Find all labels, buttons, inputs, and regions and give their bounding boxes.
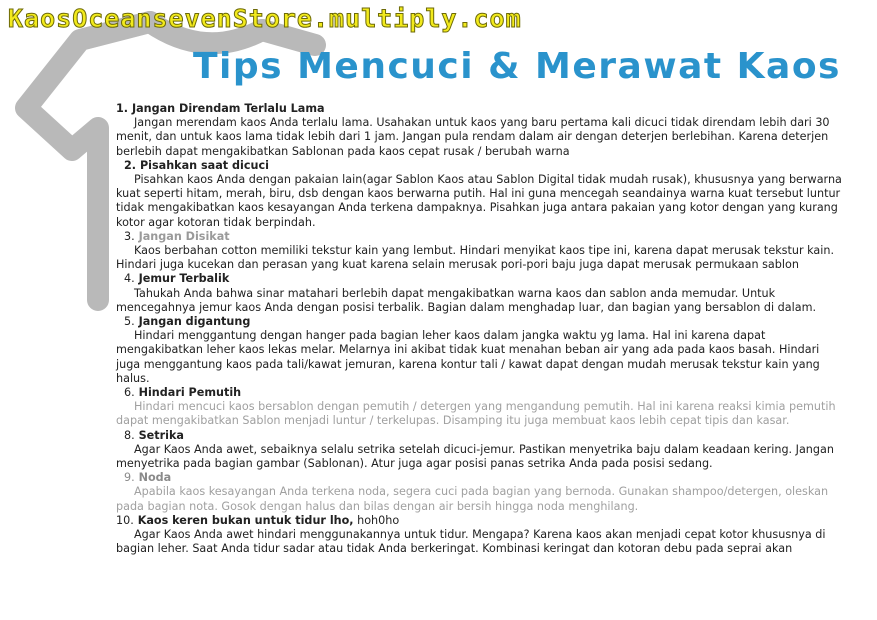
tip-heading [116, 315, 846, 329]
tip-heading [116, 429, 846, 443]
tips-article [116, 102, 846, 557]
tip-body: Apabila kaos kesayangan Anda terkena noda, segera cuci pada bagian yang bernoda. Gunakan shampoo/detergen, oleskan pada bagian nota. Gosok dengan halus dan bilas dengan air bersih hingga noda menghilang. [116, 485, 829, 513]
tip-item-2 [116, 159, 846, 230]
tip-title: Noda [138, 471, 172, 485]
tip-number: 9. [124, 471, 135, 485]
tip-number: 10. [116, 513, 134, 527]
tip-number: 6. [124, 386, 135, 400]
tip-item-8 [116, 429, 846, 472]
tip-title: Jemur Terbalik [138, 272, 230, 286]
tip-title: Kaos keren bukan untuk tidur lho, [137, 513, 354, 527]
page-title: Tips Mencuci & Merawat Kaos [192, 46, 841, 87]
tip-number: 3. [124, 229, 135, 243]
tip-title: Jangan Direndam Terlalu Lama [131, 102, 325, 115]
tip-item-9 [116, 471, 846, 514]
tip-number: 2. [124, 158, 137, 172]
tip-body: Tahukah Anda bahwa sinar matahari berlebih dapat mengakibatkan warna kaos dan sablon anda memudar. Untuk mencegahnya jemur kaos Anda dengan posisi terbalik. Bagian dalam menghadap luar, dan bagian yang bersablon di dalam. [116, 286, 817, 314]
tip-heading [116, 386, 846, 400]
tip-number: 8. [124, 428, 135, 442]
tip-title: Setrika [138, 428, 184, 442]
tip-title: Hindari Pemutih [138, 386, 242, 400]
tip-heading [116, 102, 846, 116]
tip-item-4 [116, 272, 846, 315]
tip-title: Jangan Disikat [138, 229, 230, 243]
tip-item-5 [116, 315, 846, 386]
tip-body [116, 443, 846, 471]
tip-item-3 [116, 230, 846, 273]
tip-item-10 [116, 514, 846, 557]
tip-item-1 [116, 102, 846, 159]
tip-title: Jangan digantung [138, 315, 251, 329]
tip-number: 5. [124, 315, 135, 329]
tip-body-text: Agar Kaos Anda awet, sebaiknya selalu setrika setelah dicuci-jemur. Pastikan menyetrika baju dalam keadaan kering. Jangan menyetrika pada bagian gambar (Sablonan). Atur juga agar posisi panas setrika Anda pada posisi sedang. [116, 442, 834, 471]
tip-item-6 [116, 386, 846, 429]
tip-number: 1. [116, 102, 129, 115]
tip-number: 4. [124, 272, 135, 286]
tip-heading [116, 514, 846, 528]
tip-title: Pisahkan saat dicuci [139, 158, 269, 172]
tip-title-suffix: hoh0ho [353, 513, 400, 527]
tip-body: Pisahkan kaos Anda dengan pakaian lain(agar Sablon Kaos atau Sablon Digital tidak mudah rusak), khususnya yang berwarna kuat seperti hitam, merah, biru, dsb dengan kaos berwarna putih. Hal ini guna mencegah seandainya warna kuat tersebut luntur tidak mengakibatkan kaos kesayangan Anda terkena dampaknya. Pisahkan juga antara pakaian yang kotor dengan yang kurang kotor agar kotoran tidak berpindah. [116, 173, 842, 229]
tip-body: Hindari menggantung dengan hanger pada bagian leher kaos dalam jangka waktu yg lama. Hal ini karena dapat mengakibatkan leher kaos lekas melar. Melarnya ini akibat tidak kuat menahan beban air yang ada pada kaos basah. Hindari juga menggantung kaos pada tali/kawat jemuran, karena kontur tali / kawat dapat dengan mudah merusak tekstur kain yang halus. [116, 329, 820, 385]
tip-body: Jangan merendam kaos Anda terlalu lama. Usahakan untuk kaos yang baru pertama kali dicuci tidak direndam lebih dari 30 menit, dan untuk kaos lama tidak lebih dari 1 jam. Jangan pula rendam dalam air dengan deterjen berlebihan. Karena deterjen berlebih dapat mengakibatkan Sablonan pada kaos cepat rusak / berubah warna [116, 116, 830, 158]
brand-watermark: KaosOceansevenStore.multiply.com [8, 4, 522, 33]
tip-body: Agar Kaos Anda awet hindari menggunakannya untuk tidur. Mengapa? Karena kaos akan menjadi cepat kotor khususnya di bagian leher. Saat Anda tidur sadar atau tidak Anda berkeringat. Kombinasi keringat dan kotoran debu pada seprai akan [116, 528, 826, 556]
tip-heading [116, 272, 846, 286]
tip-body: Kaos berbahan cotton memiliki tekstur kain yang lembut. Hindari menyikat kaos tipe ini, karena dapat merusak tekstur kain. Hindari juga kucekan dan perasan yang kuat karena selain merusak pori-pori baju juga dapat merusak permukaan sablon [116, 244, 835, 272]
tip-heading [116, 230, 846, 244]
tip-body: Hindari mencuci kaos bersablon dengan pemutih / detergen yang mengandung pemutih. Hal ini karena reaksi kimia pemutih dapat mengakibatkan Sablon menjadi luntur / terkelupas. Disamping itu juga membuat kaos lebih cepat tipis dan kasar. [116, 400, 836, 428]
tip-heading [116, 159, 846, 173]
tip-heading [116, 471, 846, 485]
